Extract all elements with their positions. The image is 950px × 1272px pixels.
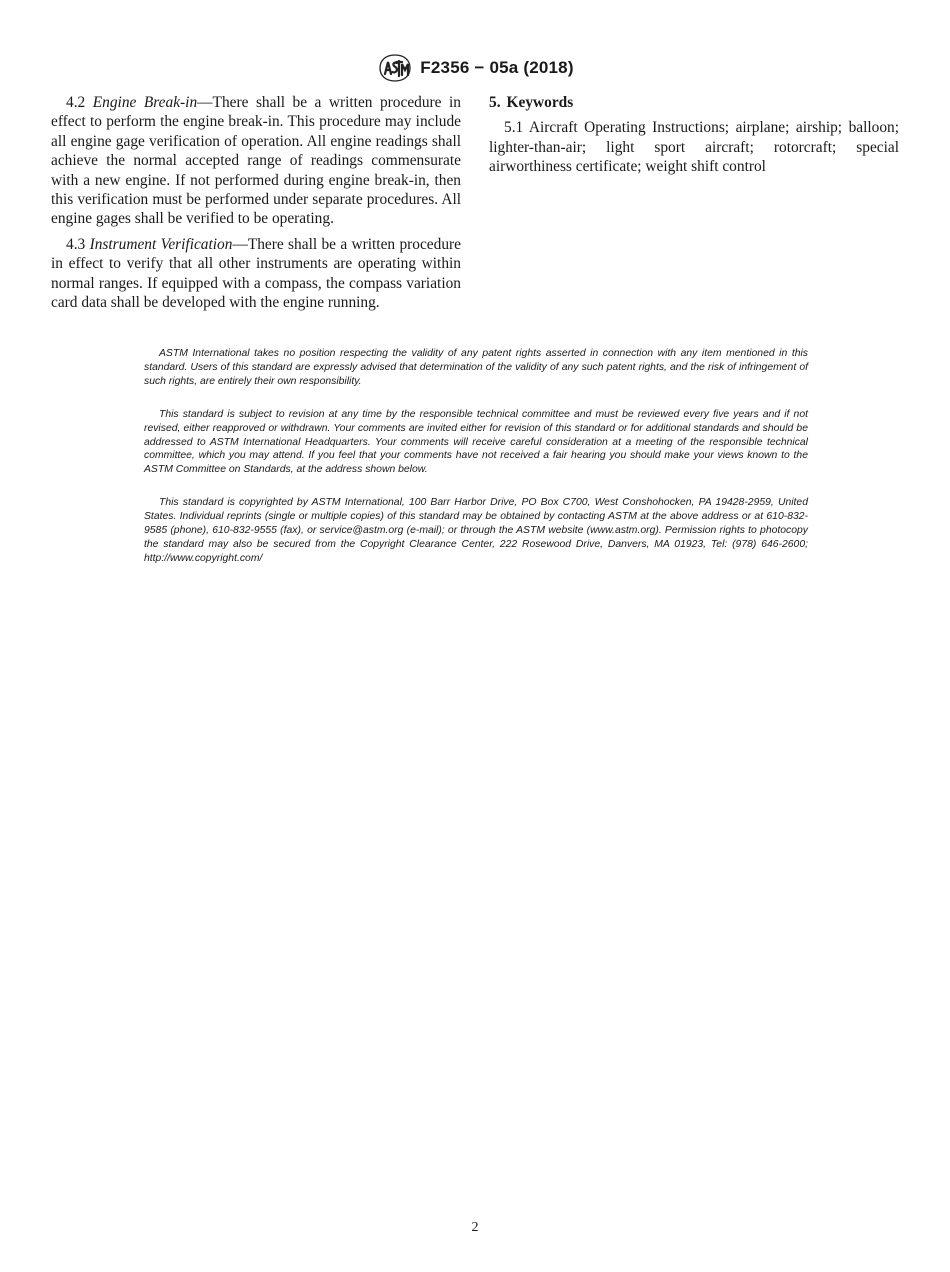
section-4-2-title: Engine Break-in [92,94,198,111]
section-4-3 [51,235,461,313]
section-5-1-number: 5.1 [504,119,524,137]
standard-designation: F2356 − 05a (2018) [420,58,574,77]
astm-logo-icon [376,52,414,84]
right-column [489,93,899,183]
page-number: 2 [471,1220,479,1235]
section-5-title: Keywords [506,94,574,111]
section-4-2-number: 4.2 [66,94,86,111]
section-5-heading [489,93,899,112]
header-content [376,52,573,84]
section-5-number: 5. [489,94,501,111]
section-4-3-title: Instrument Verification [89,235,233,253]
section-4-3-text: —There shall be a written procedure in effect to verify that all other instruments are operating within normal ranges. If equipped with a compass, the compass variation card data shall be developed with the engine running. [51,235,461,312]
section-5-1-text: Aircraft Operating Instructions; airplane; airship; balloon; lighter-than-air; light sport aircraft; rotorcraft; special airworthiness certificate; weight shift control [489,119,900,176]
copyright-notice: This standard is copyrighted by ASTM International, 100 Barr Harbor Drive, PO Box C700, West Conshohocken, PA 19428-2959, United States. Individual reprints (single or multiple copies) of this standard may be obtained by contacting ASTM at the above address or at 610-832-9585 (phone), 610-832-9555 (fax), or service@astm.org (e-mail); or through the ASTM website (www.astm.org). Permission rights to photocopy the standard may also be secured from the Copyright Clearance Center, 222 Rosewood Drive, Danvers, MA 01923, Tel: (978) 646-2600; http://www.copyright.com/ [144,497,808,564]
section-5-1 [489,118,899,176]
section-4-2-text: —There shall be a written procedure in effect to perform the engine break-in. This procedure may include all engine gage verification of operation. All engine readings shall achieve the normal accepted range of readings commensurate with a new engine. If not performed during engine break-in, then this verification must be performed under separate procedures. All engine gages shall be verified to be operating. [51,94,461,228]
revision-notice: This standard is subject to revision at any time by the responsible technical committee and must be reviewed every five years and if not revised, either reapproved or withdrawn. Your comments are invited either for revision of this standard or for additional standards and should be addressed to ASTM International Headquarters. Your comments will receive careful consideration at a meeting of the responsible technical committee, which you may attend. If you feel that your comments have not received a fair hearing you should make your views known to the ASTM Committee on Standards, at the address shown below. [144,408,808,476]
patent-notice: ASTM International takes no position respecting the validity of any patent rights asserted in connection with any item mentioned in this standard. Users of this standard are expressly advised that determination of the validity of any such patent rights, and the risk of infringement of such rights, are entirely their own responsibility. [144,348,808,387]
section-4-3-number: 4.3 [66,235,86,253]
section-4-2 [51,93,461,229]
legal-notices [144,347,808,585]
left-column [51,93,461,318]
page-header [0,52,950,84]
